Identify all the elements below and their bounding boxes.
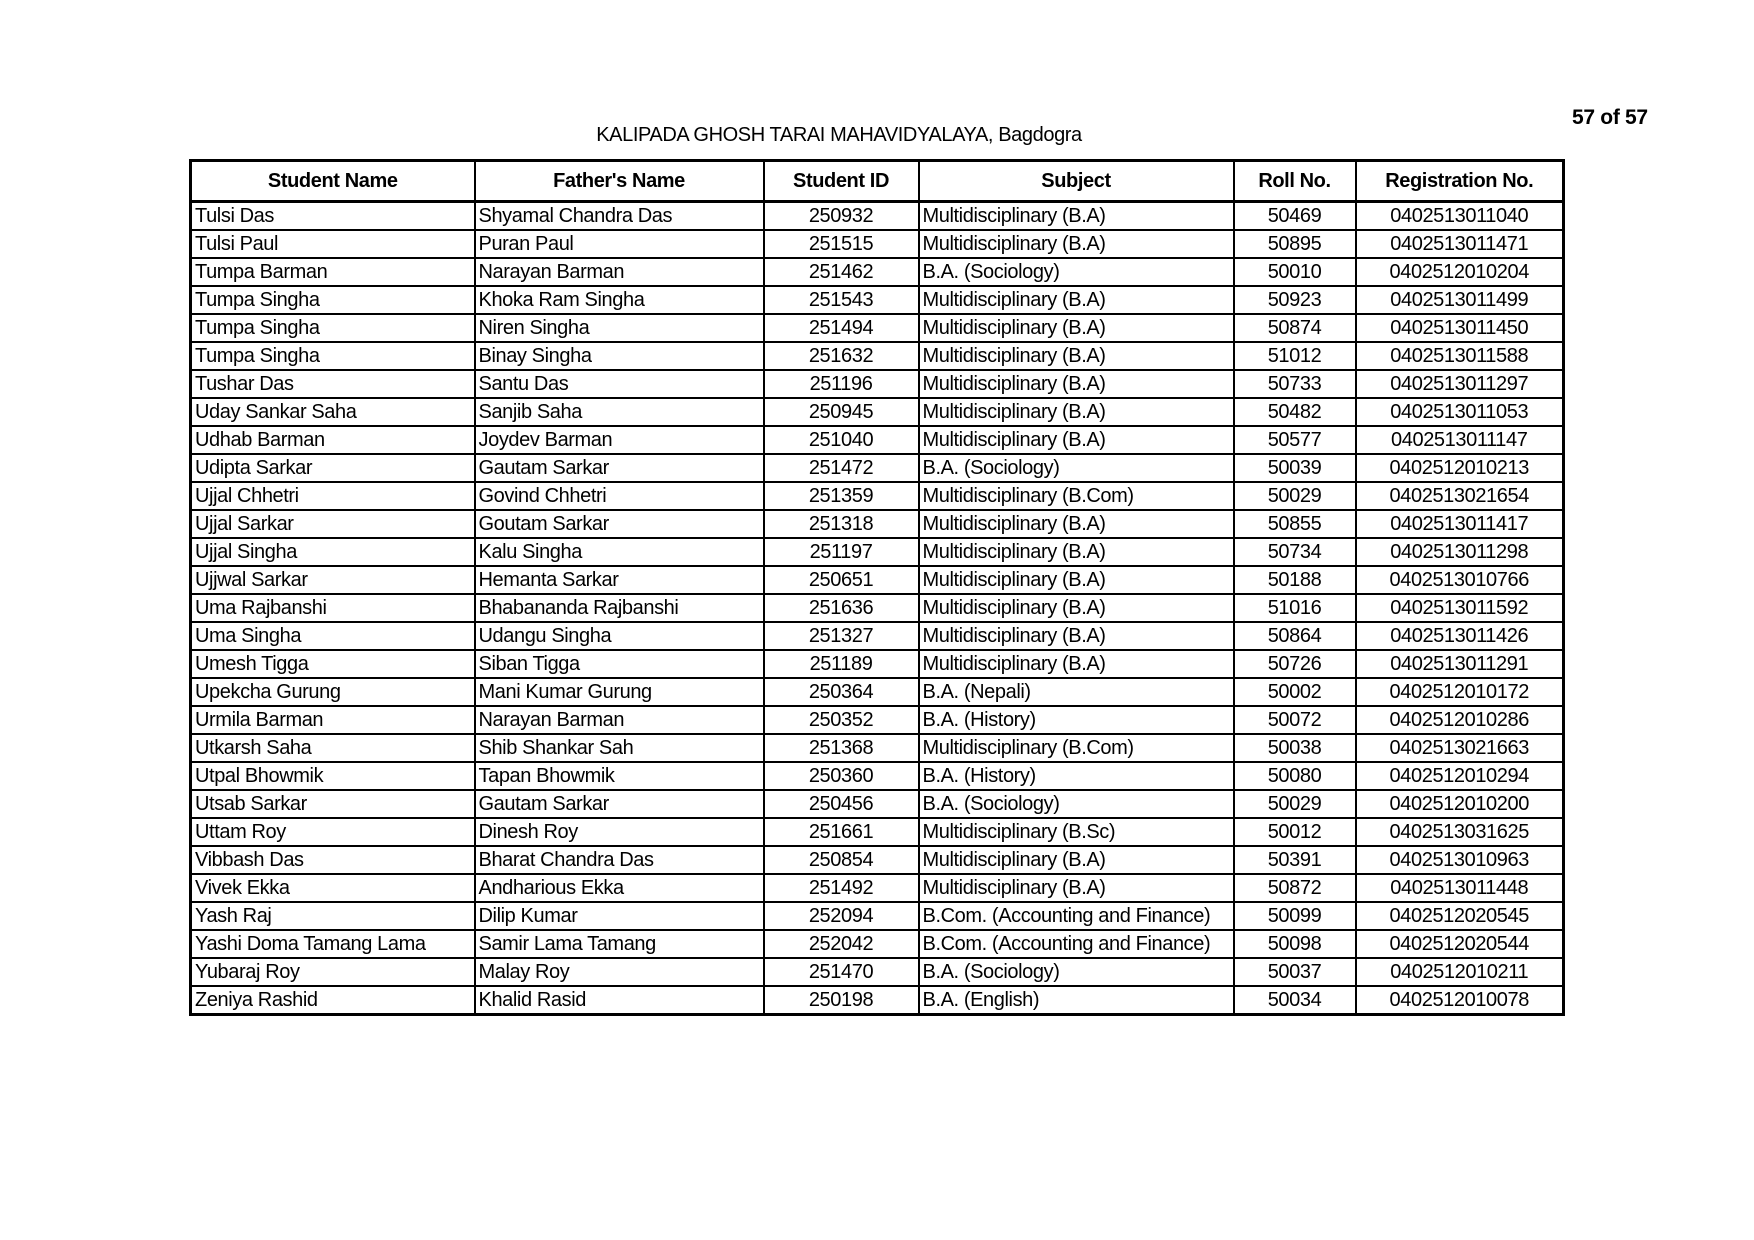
fathers-name-cell: Samir Lama Tamang (475, 930, 764, 958)
student-name-cell: Tumpa Singha (191, 286, 475, 314)
roll-no-cell: 50726 (1234, 650, 1356, 678)
registration-no-cell: 0402513021654 (1356, 482, 1564, 510)
fathers-name-cell: Hemanta Sarkar (475, 566, 764, 594)
roll-no-cell: 50391 (1234, 846, 1356, 874)
fathers-name-cell: Siban Tigga (475, 650, 764, 678)
student-id-cell: 251472 (764, 454, 919, 482)
fathers-name-cell: Andharious Ekka (475, 874, 764, 902)
roll-no-cell: 50010 (1234, 258, 1356, 286)
table-row (191, 734, 1564, 762)
table-row (191, 510, 1564, 538)
student-id-cell: 251494 (764, 314, 919, 342)
roll-no-cell: 50029 (1234, 790, 1356, 818)
student-name-cell: Tumpa Barman (191, 258, 475, 286)
student-id-cell: 251318 (764, 510, 919, 538)
student-roster-table (189, 159, 1565, 1016)
subject-cell: Multidisciplinary (B.Sc) (919, 818, 1234, 846)
table-row (191, 566, 1564, 594)
roll-no-cell: 50923 (1234, 286, 1356, 314)
roll-no-cell: 50039 (1234, 454, 1356, 482)
table-row (191, 930, 1564, 958)
student-id-cell: 251196 (764, 370, 919, 398)
fathers-name-cell: Mani Kumar Gurung (475, 678, 764, 706)
roll-no-cell: 50855 (1234, 510, 1356, 538)
subject-cell: B.Com. (Accounting and Finance) (919, 902, 1234, 930)
student-id-cell: 250932 (764, 202, 919, 231)
student-name-cell: Ujjal Sarkar (191, 510, 475, 538)
student-name-cell: Utsab Sarkar (191, 790, 475, 818)
fathers-name-cell: Khalid Rasid (475, 986, 764, 1015)
page-number: 57 of 57 (1572, 106, 1648, 129)
subject-cell: B.A. (Sociology) (919, 958, 1234, 986)
table-row (191, 958, 1564, 986)
student-name-cell: Udipta Sarkar (191, 454, 475, 482)
student-name-cell: Yubaraj Roy (191, 958, 475, 986)
fathers-name-cell: Narayan Barman (475, 706, 764, 734)
student-id-cell: 251661 (764, 818, 919, 846)
registration-no-cell: 0402513011588 (1356, 342, 1564, 370)
student-name-cell: Umesh Tigga (191, 650, 475, 678)
registration-no-cell: 0402513011297 (1356, 370, 1564, 398)
student-name-cell: Udhab Barman (191, 426, 475, 454)
subject-cell: Multidisciplinary (B.A) (919, 314, 1234, 342)
student-name-cell: Uttam Roy (191, 818, 475, 846)
table-body (191, 202, 1564, 1015)
student-name-cell: Yashi Doma Tamang Lama (191, 930, 475, 958)
table-row (191, 370, 1564, 398)
roll-no-cell: 51016 (1234, 594, 1356, 622)
student-id-cell: 250651 (764, 566, 919, 594)
subject-cell: B.Com. (Accounting and Finance) (919, 930, 1234, 958)
student-id-cell: 251543 (764, 286, 919, 314)
student-id-cell: 251636 (764, 594, 919, 622)
fathers-name-cell: Binay Singha (475, 342, 764, 370)
student-name-cell: Ujjal Singha (191, 538, 475, 566)
student-id-cell: 251368 (764, 734, 919, 762)
subject-cell: B.A. (Sociology) (919, 454, 1234, 482)
student-id-cell: 251040 (764, 426, 919, 454)
table-row (191, 818, 1564, 846)
registration-no-cell: 0402512010286 (1356, 706, 1564, 734)
roll-no-cell: 50188 (1234, 566, 1356, 594)
registration-no-cell: 0402513011298 (1356, 538, 1564, 566)
student-id-cell: 251197 (764, 538, 919, 566)
fathers-name-cell: Bharat Chandra Das (475, 846, 764, 874)
student-name-cell: Tushar Das (191, 370, 475, 398)
roll-no-cell: 50864 (1234, 622, 1356, 650)
table-row (191, 762, 1564, 790)
roll-no-cell: 50872 (1234, 874, 1356, 902)
student-id-cell: 251492 (764, 874, 919, 902)
registration-no-cell: 0402512010294 (1356, 762, 1564, 790)
roll-no-cell: 50734 (1234, 538, 1356, 566)
roll-no-cell: 50002 (1234, 678, 1356, 706)
student-name-cell: Uma Rajbanshi (191, 594, 475, 622)
fathers-name-cell: Tapan Bhowmik (475, 762, 764, 790)
registration-no-cell: 0402513010766 (1356, 566, 1564, 594)
table-row (191, 678, 1564, 706)
student-name-cell: Tumpa Singha (191, 342, 475, 370)
header-student-name: Student Name (191, 161, 475, 202)
fathers-name-cell: Shib Shankar Sah (475, 734, 764, 762)
table-row (191, 902, 1564, 930)
roll-no-cell: 50895 (1234, 230, 1356, 258)
subject-cell: B.A. (Sociology) (919, 258, 1234, 286)
fathers-name-cell: Govind Chhetri (475, 482, 764, 510)
student-id-cell: 251515 (764, 230, 919, 258)
registration-no-cell: 0402513011471 (1356, 230, 1564, 258)
student-id-cell: 251189 (764, 650, 919, 678)
subject-cell: Multidisciplinary (B.A) (919, 846, 1234, 874)
table-row (191, 286, 1564, 314)
fathers-name-cell: Goutam Sarkar (475, 510, 764, 538)
student-name-cell: Vibbash Das (191, 846, 475, 874)
student-id-cell: 252042 (764, 930, 919, 958)
roll-no-cell: 50469 (1234, 202, 1356, 231)
subject-cell: Multidisciplinary (B.A) (919, 426, 1234, 454)
student-name-cell: Uday Sankar Saha (191, 398, 475, 426)
table-row (191, 874, 1564, 902)
table-row (191, 426, 1564, 454)
table-row (191, 314, 1564, 342)
registration-no-cell: 0402513011592 (1356, 594, 1564, 622)
roll-no-cell: 50874 (1234, 314, 1356, 342)
table-row (191, 790, 1564, 818)
student-id-cell: 250352 (764, 706, 919, 734)
roll-no-cell: 50072 (1234, 706, 1356, 734)
registration-no-cell: 0402513011417 (1356, 510, 1564, 538)
fathers-name-cell: Sanjib Saha (475, 398, 764, 426)
registration-no-cell: 0402512010200 (1356, 790, 1564, 818)
student-name-cell: Utpal Bhowmik (191, 762, 475, 790)
subject-cell: Multidisciplinary (B.A) (919, 510, 1234, 538)
table-row (191, 454, 1564, 482)
registration-no-cell: 0402513011053 (1356, 398, 1564, 426)
registration-no-cell: 0402513031625 (1356, 818, 1564, 846)
registration-no-cell: 0402512010172 (1356, 678, 1564, 706)
student-name-cell: Urmila Barman (191, 706, 475, 734)
header-subject: Subject (919, 161, 1234, 202)
roll-no-cell: 50034 (1234, 986, 1356, 1015)
roll-no-cell: 51012 (1234, 342, 1356, 370)
roll-no-cell: 50099 (1234, 902, 1356, 930)
registration-no-cell: 0402513011147 (1356, 426, 1564, 454)
table-row (191, 398, 1564, 426)
student-id-cell: 251327 (764, 622, 919, 650)
student-name-cell: Yash Raj (191, 902, 475, 930)
registration-no-cell: 0402513011426 (1356, 622, 1564, 650)
registration-no-cell: 0402513011448 (1356, 874, 1564, 902)
roll-no-cell: 50577 (1234, 426, 1356, 454)
student-name-cell: Uma Singha (191, 622, 475, 650)
table-header-row (191, 161, 1564, 202)
table-row (191, 706, 1564, 734)
header-registration-no: Registration No. (1356, 161, 1564, 202)
student-id-cell: 250360 (764, 762, 919, 790)
subject-cell: B.A. (History) (919, 762, 1234, 790)
roll-no-cell: 50029 (1234, 482, 1356, 510)
subject-cell: B.A. (English) (919, 986, 1234, 1015)
student-name-cell: Tulsi Das (191, 202, 475, 231)
registration-no-cell: 0402512020545 (1356, 902, 1564, 930)
table-row (191, 846, 1564, 874)
fathers-name-cell: Khoka Ram Singha (475, 286, 764, 314)
fathers-name-cell: Udangu Singha (475, 622, 764, 650)
table-row (191, 230, 1564, 258)
table-row (191, 594, 1564, 622)
subject-cell: B.A. (Nepali) (919, 678, 1234, 706)
student-id-cell: 250854 (764, 846, 919, 874)
student-id-cell: 250456 (764, 790, 919, 818)
student-id-cell: 250364 (764, 678, 919, 706)
table-row (191, 622, 1564, 650)
subject-cell: B.A. (History) (919, 706, 1234, 734)
student-name-cell: Zeniya Rashid (191, 986, 475, 1015)
college-title: KALIPADA GHOSH TARAI MAHAVIDYALAYA, Bagdogra (596, 124, 1082, 146)
student-id-cell: 252094 (764, 902, 919, 930)
table-row (191, 650, 1564, 678)
registration-no-cell: 0402513011499 (1356, 286, 1564, 314)
roll-no-cell: 50012 (1234, 818, 1356, 846)
subject-cell: Multidisciplinary (B.A) (919, 370, 1234, 398)
fathers-name-cell: Kalu Singha (475, 538, 764, 566)
fathers-name-cell: Gautam Sarkar (475, 790, 764, 818)
student-name-cell: Utkarsh Saha (191, 734, 475, 762)
registration-no-cell: 0402512010078 (1356, 986, 1564, 1015)
subject-cell: Multidisciplinary (B.A) (919, 650, 1234, 678)
table-row (191, 986, 1564, 1015)
registration-no-cell: 0402513011291 (1356, 650, 1564, 678)
student-name-cell: Tumpa Singha (191, 314, 475, 342)
header-fathers-name: Father's Name (475, 161, 764, 202)
table-row (191, 258, 1564, 286)
student-id-cell: 251632 (764, 342, 919, 370)
subject-cell: Multidisciplinary (B.A) (919, 622, 1234, 650)
table-row (191, 202, 1564, 231)
fathers-name-cell: Niren Singha (475, 314, 764, 342)
registration-no-cell: 0402512010211 (1356, 958, 1564, 986)
fathers-name-cell: Santu Das (475, 370, 764, 398)
fathers-name-cell: Bhabananda Rajbanshi (475, 594, 764, 622)
header-roll-no: Roll No. (1234, 161, 1356, 202)
student-name-cell: Tulsi Paul (191, 230, 475, 258)
fathers-name-cell: Malay Roy (475, 958, 764, 986)
subject-cell: Multidisciplinary (B.Com) (919, 482, 1234, 510)
header-student-id: Student ID (764, 161, 919, 202)
table-row (191, 342, 1564, 370)
registration-no-cell: 0402512020544 (1356, 930, 1564, 958)
registration-no-cell: 0402513011450 (1356, 314, 1564, 342)
subject-cell: Multidisciplinary (B.A) (919, 398, 1234, 426)
roll-no-cell: 50038 (1234, 734, 1356, 762)
registration-no-cell: 0402512010213 (1356, 454, 1564, 482)
registration-no-cell: 0402513010963 (1356, 846, 1564, 874)
fathers-name-cell: Shyamal Chandra Das (475, 202, 764, 231)
student-name-cell: Ujjal Chhetri (191, 482, 475, 510)
subject-cell: Multidisciplinary (B.A) (919, 286, 1234, 314)
roll-no-cell: 50080 (1234, 762, 1356, 790)
subject-cell: Multidisciplinary (B.A) (919, 594, 1234, 622)
fathers-name-cell: Puran Paul (475, 230, 764, 258)
subject-cell: B.A. (Sociology) (919, 790, 1234, 818)
student-name-cell: Upekcha Gurung (191, 678, 475, 706)
table-row (191, 538, 1564, 566)
fathers-name-cell: Joydev Barman (475, 426, 764, 454)
subject-cell: Multidisciplinary (B.A) (919, 202, 1234, 231)
subject-cell: Multidisciplinary (B.A) (919, 230, 1234, 258)
subject-cell: Multidisciplinary (B.A) (919, 342, 1234, 370)
subject-cell: Multidisciplinary (B.A) (919, 566, 1234, 594)
fathers-name-cell: Dilip Kumar (475, 902, 764, 930)
student-name-cell: Vivek Ekka (191, 874, 475, 902)
fathers-name-cell: Narayan Barman (475, 258, 764, 286)
registration-no-cell: 0402512010204 (1356, 258, 1564, 286)
roll-no-cell: 50037 (1234, 958, 1356, 986)
registration-no-cell: 0402513021663 (1356, 734, 1564, 762)
student-id-cell: 251359 (764, 482, 919, 510)
subject-cell: Multidisciplinary (B.A) (919, 538, 1234, 566)
fathers-name-cell: Dinesh Roy (475, 818, 764, 846)
subject-cell: Multidisciplinary (B.Com) (919, 734, 1234, 762)
student-id-cell: 250198 (764, 986, 919, 1015)
fathers-name-cell: Gautam Sarkar (475, 454, 764, 482)
table-row (191, 482, 1564, 510)
roll-no-cell: 50482 (1234, 398, 1356, 426)
student-id-cell: 251470 (764, 958, 919, 986)
student-id-cell: 251462 (764, 258, 919, 286)
subject-cell: Multidisciplinary (B.A) (919, 874, 1234, 902)
registration-no-cell: 0402513011040 (1356, 202, 1564, 231)
roll-no-cell: 50733 (1234, 370, 1356, 398)
roll-no-cell: 50098 (1234, 930, 1356, 958)
student-name-cell: Ujjwal Sarkar (191, 566, 475, 594)
student-id-cell: 250945 (764, 398, 919, 426)
